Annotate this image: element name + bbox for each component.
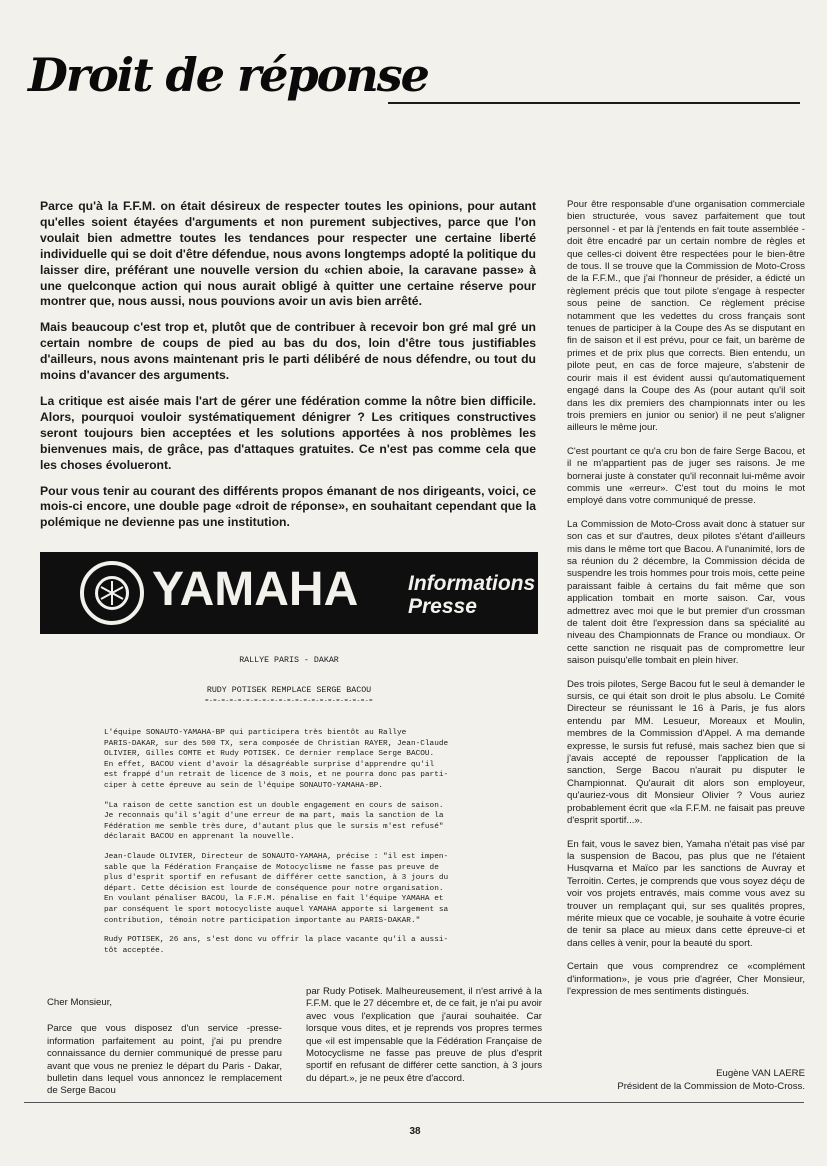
page-number: 38 bbox=[409, 1126, 421, 1137]
intro-paragraph: Pour vous tenir au courant des différents propos émanant de nos dirigeants, voici, ce mois-ci encore, une double page «droit de réponse», en souhaitant cependant que la polémique ne devienne pas une institution. bbox=[40, 483, 536, 530]
tuning-forks-glyph bbox=[98, 579, 126, 607]
letter-paragraph: En fait, vous le savez bien, Yamaha n'était pas visé par la suspension de Bacou, pas plus que ne l'étaient Husqvarna et Maïco par les sanctions de Auvray et Terroitin. Certes, je comprends que vous soyez déçu de voir vos projets entravés, mais comme vous avez su trouver un remplaçant qui, sur ses qualités propres, mérite mieux que ce vocable, je souhaite à votre écurie de tenir sa place au mieux dans cette épreuve-ci et dans celles à venir, pour la beauté du sport. bbox=[567, 838, 805, 949]
press-paragraph: Rudy POTISEK, 26 ans, s'est donc vu offrir la place vacante qu'il a aussi- tôt acceptée. bbox=[104, 936, 449, 955]
banner-subtitle-1: Informations bbox=[408, 572, 536, 595]
letter-paragraph: Pour être responsable d'une organisation commerciale bien structurée, vous savez parfaitement que tout personnel - et par là j'entends en fait toute assemblée - doit être encadré par un certain nombre de règles et que celles-ci doivent être respectées pour le bien-être de tous. Il se trouve que la Commission de Moto-Cross de la F.F.M., que j'ai l'honneur de présider, a édicté un règlement précis que tout pilote s'engage à respecter sous peine de sanction. Ce règlement précise notamment que les vedettes du cross français sont tenues de participer à la Coupe des As se disputant en fin de saison et il est prévu, pour ce fait, un barème de primes et de prix plus que corrects. Bien entendu, un pilote peut, en cas de force majeure, s'abstenir de courir mais il est évident aussi qu'automatiquement engagé dans la Coupe des As (pour autant qu'il soit dans les dix premiers des championnats inter ou les trois premiers en junior ou senior) il ne peut s'aligner ailleurs le même jour. bbox=[567, 199, 805, 434]
title-divider bbox=[388, 102, 800, 104]
letter-column-2: par Rudy Potisek. Malheureusement, il n'est arrivé à la F.F.M. que le 27 décembre et, de ce fait, je n'ai pu avoir avec vous l'explication que j'aurai souhaitée. Car lorsque vous dites, et je reprends vos propres termes que «il est impensable que la Fédération Française de Motocyclisme ne fasse pas preuve de plus d'esprit sportif en refusant de différer cette sanction, à 3 jours du départ.», je ne peux être d'accord. bbox=[306, 986, 542, 1084]
press-paragraph: "La raison de cette sanction est un double engagement en cours de saison. Je reconnais qu'il s'agit d'une erreur de ma part, mais la sanction de la Fédération me semble très dure, d'autant plus que le sursis m'est refusé" déclarait BACOU en apprenant la nouvelle. bbox=[104, 801, 444, 842]
banner-brand: YAMAHA bbox=[152, 563, 359, 616]
press-headline-underline: =-=-=-=-=-=-=-=-=-=-=-=-=-=-=-=-=-=-=-=-= bbox=[204, 697, 374, 704]
letter-column-3 bbox=[567, 199, 805, 1009]
letter-paragraph: Certain que vous comprendrez ce «complément d'information», je vous prie d'agréer, Cher Monsieur, l'expression de mes sentiments distingués. bbox=[567, 961, 805, 997]
intro-text bbox=[40, 199, 536, 541]
letter-column-1 bbox=[47, 997, 282, 1112]
page-title: Droit de réponse bbox=[28, 48, 428, 102]
letter-paragraph: C'est pourtant ce qu'a cru bon de faire Serge Bacou, et il ne m'appartient pas de juger ses raisons. Je me bornerai juste à constater qu'il reconnait lui-même avoir commis une «erreur». C'est tout du moins le mot employé dans votre communiqué de presse. bbox=[567, 445, 805, 507]
press-headline: RUDY POTISEK REMPLACE SERGE BACOU bbox=[206, 686, 372, 695]
letter-paragraph: Des trois pilotes, Serge Bacou fut le seul à demander le sursis, ce qui était son droit le plus absolu. Le Comité Directeur se réunissant le 16 à Paris, je fus alors entendu par MM. Lesueur, Moreaux et Moulin, membres de la Commission d'Appel. A ma demande expresse, le sursis fut refusé, mais sachez bien que si j'avais accepté de repousser l'application de la sanction, Serge Bacou n'aurait pu disputer le Championnat. Qu'aurait dit alors son employeur, qu'auriez-vous dit Monsieur Olivier ? Vous auriez probablement écrit que «la F.F.M. ne faisait pas preuve d'esprit sportif...». bbox=[567, 678, 805, 827]
intro-paragraph: Parce qu'à la F.F.M. on était désireux de respecter toutes les opinions, pour autant qu'elles soient étayées d'arguments et non purement subjectives, parce que l'on voulait bien admettre toutes les tendances pour respecter une certaine liberté individuelle qui se doit d'être défendue, nous avons longtemps adopté la politique du laisser dire, préférant une nouvelle version du «chien aboie, la caravane passe» à une quelconque action qui nous aurait obligé à quitter une certaine réserve pour montrer que, nous aussi, nous pouvions avoir un avis bien arrêté. bbox=[40, 199, 536, 309]
letter-salutation: Cher Monsieur, bbox=[47, 997, 113, 1008]
press-rally-heading: RALLYE PARIS - DAKAR bbox=[239, 656, 339, 665]
press-paragraph: L'équipe SONAUTO-YAMAHA-BP qui participera très bientôt au Rallye PARIS-DAKAR, sur des 500 TX, sera composée de Christian RAYER, Jean-Claude OLIVIER, Gilles COMTE et Rudy POTISEK. Ce dernier remplace Serge BACOU. En effet, BACOU vient d'avoir la désagréable surprise d'apprendre qu'il est frappé d'un retrait de licence de 3 mois, et ne pourra donc pas parti- ciper à cette épreuve au sein de l'équipe SONAUTO-YAMAHA-BP. bbox=[104, 729, 449, 790]
intro-paragraph: Mais beaucoup c'est trop et, plutôt que de contribuer à recevoir bon gré mal gré un certain nombre de coups de pied au bas du dos, loin d'être tous justifiables d'ailleurs, nous avons maintenant pris le parti délibéré de nous défendre, ou tout du moins d'avancer des arguments. bbox=[40, 320, 536, 383]
banner-subtitle-2: Presse bbox=[408, 595, 477, 618]
footer-divider bbox=[24, 1102, 804, 1103]
press-paragraph: Jean-Claude OLIVIER, Directeur de SONAUTO-YAMAHA, précise : "il est impen- sable que la Fédération Française de Motocyclisme ne fasse pas preuve de plus d'esprit sportif en refusant de différer cette sanction, à 3 jours du départ. Cette décision est lourde de conséquence pour notre organisation. En voulant pénaliser BACOU, la F.F.M. pénalise en fait l'équipe YAMAHA et par conséquent le sport motocycliste auquel YAMAHA apporte si largement sa contribution, témoin notre participation importante au PARIS-DAKAR." bbox=[104, 852, 449, 925]
yamaha-logo-inner bbox=[95, 576, 129, 610]
intro-paragraph: La critique est aisée mais l'art de gérer une fédération comme la nôtre bien difficile. Alors, pourquoi vouloir systématiquement dénigrer ? Les critiques constructives seront toujours bien acceptées et les solutions apportées à nos problèmes les bienvenues mais, de grâce, pas d'attaques gratuites. Ce n'est pas comme cela que les choses évolueront. bbox=[40, 393, 536, 472]
signature-name: Eugène VAN LAERE bbox=[716, 1068, 805, 1079]
press-release-body bbox=[104, 728, 486, 965]
letter-paragraph: Parce que vous disposez d'un service -presse-information parfaitement au point, j'ai pu prendre connaissance du dernier communiqué de presse paru avant que vous ne preniez le départ du Paris - Dakar, bulletin dans lequel vous annoncez le remplacement de Serge Bacou bbox=[47, 1023, 282, 1097]
signature-title: Président de la Commission de Moto-Cross. bbox=[617, 1081, 805, 1092]
letter-paragraph: La Commission de Moto-Cross avait donc à statuer sur son cas et sur d'autres, deux pilotes s'étant d'ailleurs mis dans le même tort que Bacou. A l'unanimité, lors de sa réunion du 2 décembre, la Commission décida de suspendre les trois hommes pour trois mois, cette peine paraissant faible à certains du fait même que son application tombait en morte saison. Car, vous admettrez avec moi que le but premier d'un crossman de talent doit être l'expression dans sa spécialité au niveau des Championnats de France ou mondiaux. Or cette sanction ne risquait pas de compromettre leur saison puisqu'elle tombait en plein hiver. bbox=[567, 518, 805, 667]
